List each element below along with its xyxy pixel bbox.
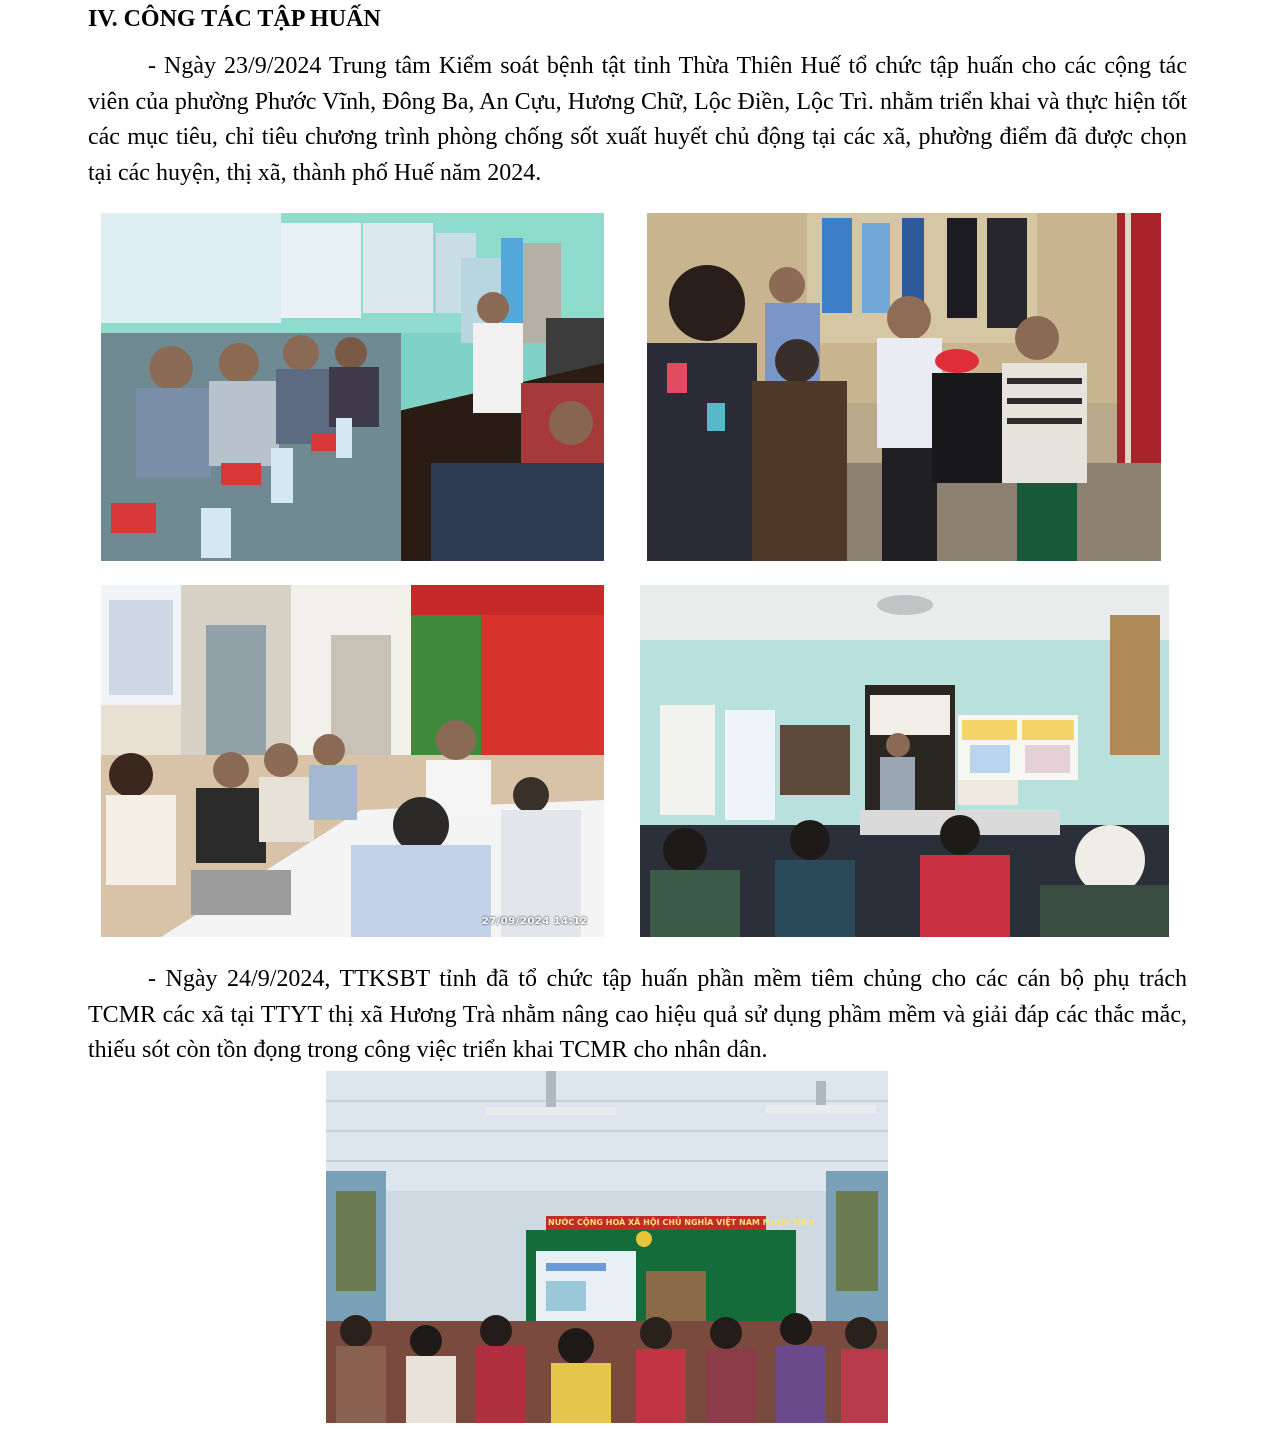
photo-projector-presentation	[640, 585, 1169, 937]
photo-meeting-table	[101, 213, 604, 561]
photo-meeting-banner	[101, 585, 604, 937]
photo-timestamp: 27/09/2024 14:12	[481, 916, 588, 927]
paragraph-training-dengue: - Ngày 23/9/2024 Trung tâm Kiểm soát bệnh tật tỉnh Thừa Thiên Huế tổ chức tập huấn cho các cộng tác viên của phường Phước Vĩnh, Đông Ba, An Cựu, Hương Chữ, Lộc Điền, Lộc Trì. nhằm triển khai và thực hiện tốt các mục tiêu, chỉ tiêu chương trình phòng chống sốt xuất huyết chủ động tại các xã, phường điểm đã được chọn tại các huyện, thị xã, thành phố Huế năm 2024.	[88, 53, 1187, 186]
paragraph-training-software: - Ngày 24/9/2024, TTKSBT tỉnh đã tổ chức tập huấn phần mềm tiêm chủng cho các cán bộ phụ trách TCMR các xã tại TTYT thị xã Hương Trà nhằm nâng cao hiệu quả sử dụng phầm mềm và giải đáp các thắc mắc, thiếu sót còn tồn đọng trong công việc triển khai TCMR cho nhân dân.	[88, 966, 1187, 1063]
section-heading: IV. CÔNG TÁC TẬP HUẤN	[88, 6, 381, 32]
photo-hall-training	[326, 1071, 888, 1423]
hall-banner-text: NƯỚC CỘNG HOÀ XÃ HỘI CHỦ NGHĨA VIỆT NAM MUÔN NĂM	[548, 1218, 815, 1227]
photo-group-outdoor	[647, 213, 1161, 561]
